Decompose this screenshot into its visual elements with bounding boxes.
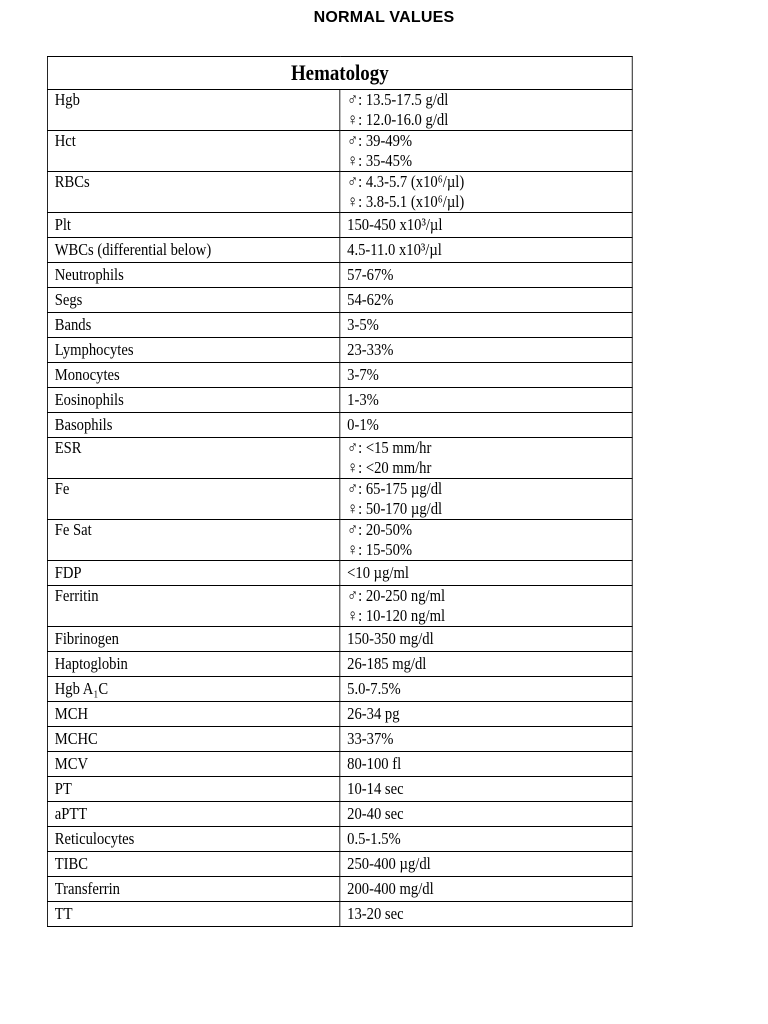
test-name-cell: Segs bbox=[47, 288, 339, 313]
normal-range-cell bbox=[340, 213, 632, 238]
normal-range-value: ♂: 4.3-5.7 (x10⁶/µl) bbox=[347, 172, 465, 191]
table-row bbox=[47, 213, 632, 238]
normal-range-value: 3-5% bbox=[347, 315, 379, 334]
normal-range-cell bbox=[340, 172, 632, 213]
normal-range-cell bbox=[340, 586, 632, 627]
normal-range-cell bbox=[340, 438, 632, 479]
normal-range-value: 26-34 pg bbox=[347, 704, 400, 723]
table-row bbox=[47, 802, 632, 827]
test-name-cell: Ferritin bbox=[47, 586, 339, 627]
table-row bbox=[47, 388, 632, 413]
normal-range-cell bbox=[340, 388, 632, 413]
test-name-cell: MCHC bbox=[47, 727, 339, 752]
test-name-cell: TT bbox=[47, 902, 339, 927]
normal-range-value: 0.5-1.5% bbox=[347, 829, 401, 848]
normal-range-value: ♂: 13.5-17.5 g/dl bbox=[347, 90, 449, 109]
normal-range-value: 20-40 sec bbox=[347, 804, 404, 823]
table-row bbox=[47, 520, 632, 561]
normal-range-value: 80-100 fl bbox=[347, 754, 402, 773]
test-name-cell: TIBC bbox=[47, 852, 339, 877]
normal-range-value: 1-3% bbox=[347, 390, 379, 409]
table-row bbox=[47, 627, 632, 652]
test-name-cell: Hgb A₁C bbox=[47, 677, 339, 702]
normal-range-value: 4.5-11.0 x10³/µl bbox=[347, 240, 442, 259]
normal-range-cell bbox=[340, 702, 632, 727]
test-name-cell: FDP bbox=[47, 561, 339, 586]
test-name-cell: Basophils bbox=[47, 413, 339, 438]
normal-range-cell bbox=[340, 727, 632, 752]
table-body bbox=[47, 90, 632, 927]
table-row bbox=[47, 288, 632, 313]
test-name-cell: Plt bbox=[47, 213, 339, 238]
test-name-cell: Bands bbox=[47, 313, 339, 338]
table-row bbox=[47, 702, 632, 727]
test-name-cell: Fibrinogen bbox=[47, 627, 339, 652]
normal-range-value: ♂: 20-50% bbox=[347, 520, 413, 539]
normal-range-value: ♂: 39-49% bbox=[347, 131, 413, 150]
table-row bbox=[47, 338, 632, 363]
normal-range-cell bbox=[340, 827, 632, 852]
test-name-cell: MCV bbox=[47, 752, 339, 777]
normal-range-value: 0-1% bbox=[347, 415, 379, 434]
table-row bbox=[47, 752, 632, 777]
test-name-cell: Reticulocytes bbox=[47, 827, 339, 852]
normal-range-value: 10-14 sec bbox=[347, 779, 404, 798]
test-name-cell: PT bbox=[47, 777, 339, 802]
normal-range-value: ♀: 10-120 ng/ml bbox=[347, 606, 446, 625]
test-name-cell: Hct bbox=[47, 131, 339, 172]
table-row bbox=[47, 827, 632, 852]
normal-range-cell bbox=[340, 479, 632, 520]
normal-range-cell bbox=[340, 902, 632, 927]
normal-range-cell bbox=[340, 288, 632, 313]
normal-range-value: ♂: 65-175 µg/dl bbox=[347, 479, 443, 498]
test-name-cell: Fe Sat bbox=[47, 520, 339, 561]
test-name-cell: WBCs (differential below) bbox=[47, 238, 339, 263]
table-row bbox=[47, 877, 632, 902]
normal-range-cell bbox=[340, 677, 632, 702]
normal-range-cell bbox=[340, 520, 632, 561]
normal-range-value: 3-7% bbox=[347, 365, 379, 384]
normal-range-value: 54-62% bbox=[347, 290, 394, 309]
test-name-cell: RBCs bbox=[47, 172, 339, 213]
normal-range-cell bbox=[340, 238, 632, 263]
table-row bbox=[47, 172, 632, 213]
normal-range-cell bbox=[340, 802, 632, 827]
test-name-cell: Eosinophils bbox=[47, 388, 339, 413]
table-row bbox=[47, 902, 632, 927]
normal-range-cell bbox=[340, 413, 632, 438]
normal-range-value: 200-400 mg/dl bbox=[347, 879, 434, 898]
normal-range-value: ♂: 20-250 ng/ml bbox=[347, 586, 446, 605]
normal-range-value: ♀: 50-170 µg/dl bbox=[347, 499, 443, 518]
normal-range-value: ♀: 3.8-5.1 (x10⁶/µl) bbox=[347, 192, 465, 211]
normal-range-value: ♀: <20 mm/hr bbox=[347, 458, 432, 477]
normal-range-cell bbox=[340, 777, 632, 802]
table-row bbox=[47, 677, 632, 702]
table-row bbox=[47, 131, 632, 172]
table-row bbox=[47, 852, 632, 877]
normal-range-cell bbox=[340, 338, 632, 363]
normal-range-cell bbox=[340, 752, 632, 777]
normal-range-value: 150-450 x10³/µl bbox=[347, 215, 443, 234]
normal-range-cell bbox=[340, 561, 632, 586]
normal-range-value: ♀: 15-50% bbox=[347, 540, 413, 559]
table-row bbox=[47, 313, 632, 338]
normal-range-cell bbox=[340, 313, 632, 338]
test-name-cell: Lymphocytes bbox=[47, 338, 339, 363]
table-row bbox=[47, 90, 632, 131]
test-name-cell: MCH bbox=[47, 702, 339, 727]
normal-range-value: 26-185 mg/dl bbox=[347, 654, 427, 673]
test-name-cell: Transferrin bbox=[47, 877, 339, 902]
table-row bbox=[47, 413, 632, 438]
table-row bbox=[47, 561, 632, 586]
table-row bbox=[47, 238, 632, 263]
normal-range-cell bbox=[340, 652, 632, 677]
table-row bbox=[47, 263, 632, 288]
hematology-table bbox=[47, 56, 633, 927]
normal-range-value: ♀: 35-45% bbox=[347, 151, 413, 170]
normal-range-cell bbox=[340, 90, 632, 131]
test-name-cell: Fe bbox=[47, 479, 339, 520]
normal-range-value: 33-37% bbox=[347, 729, 394, 748]
normal-range-value: 57-67% bbox=[347, 265, 394, 284]
normal-range-cell bbox=[340, 131, 632, 172]
table-row bbox=[47, 479, 632, 520]
table-row bbox=[47, 586, 632, 627]
normal-range-value: 13-20 sec bbox=[347, 904, 404, 923]
normal-range-value: ♂: <15 mm/hr bbox=[347, 438, 432, 457]
test-name-cell: Neutrophils bbox=[47, 263, 339, 288]
table-row bbox=[47, 727, 632, 752]
table-row bbox=[47, 363, 632, 388]
normal-range-cell bbox=[340, 263, 632, 288]
normal-range-value: 5.0-7.5% bbox=[347, 679, 401, 698]
normal-range-value: <10 µg/ml bbox=[347, 563, 409, 582]
test-name-cell: Monocytes bbox=[47, 363, 339, 388]
normal-range-value: ♀: 12.0-16.0 g/dl bbox=[347, 110, 449, 129]
table-row bbox=[47, 777, 632, 802]
table-header-row bbox=[47, 57, 632, 90]
test-name-cell: aPTT bbox=[47, 802, 339, 827]
normal-range-cell bbox=[340, 363, 632, 388]
normal-range-cell bbox=[340, 627, 632, 652]
normal-range-cell bbox=[340, 877, 632, 902]
test-name-cell: Hgb bbox=[47, 90, 339, 131]
test-name-cell: Haptoglobin bbox=[47, 652, 339, 677]
normal-range-value: 23-33% bbox=[347, 340, 394, 359]
normal-range-value: 250-400 µg/dl bbox=[347, 854, 431, 873]
normal-range-cell bbox=[340, 852, 632, 877]
table-heading: Hematology bbox=[47, 57, 632, 90]
test-name-cell: ESR bbox=[47, 438, 339, 479]
normal-range-value: 150-350 mg/dl bbox=[347, 629, 434, 648]
table-row bbox=[47, 652, 632, 677]
page-title: NORMAL VALUES bbox=[313, 9, 455, 26]
table-row bbox=[47, 438, 632, 479]
